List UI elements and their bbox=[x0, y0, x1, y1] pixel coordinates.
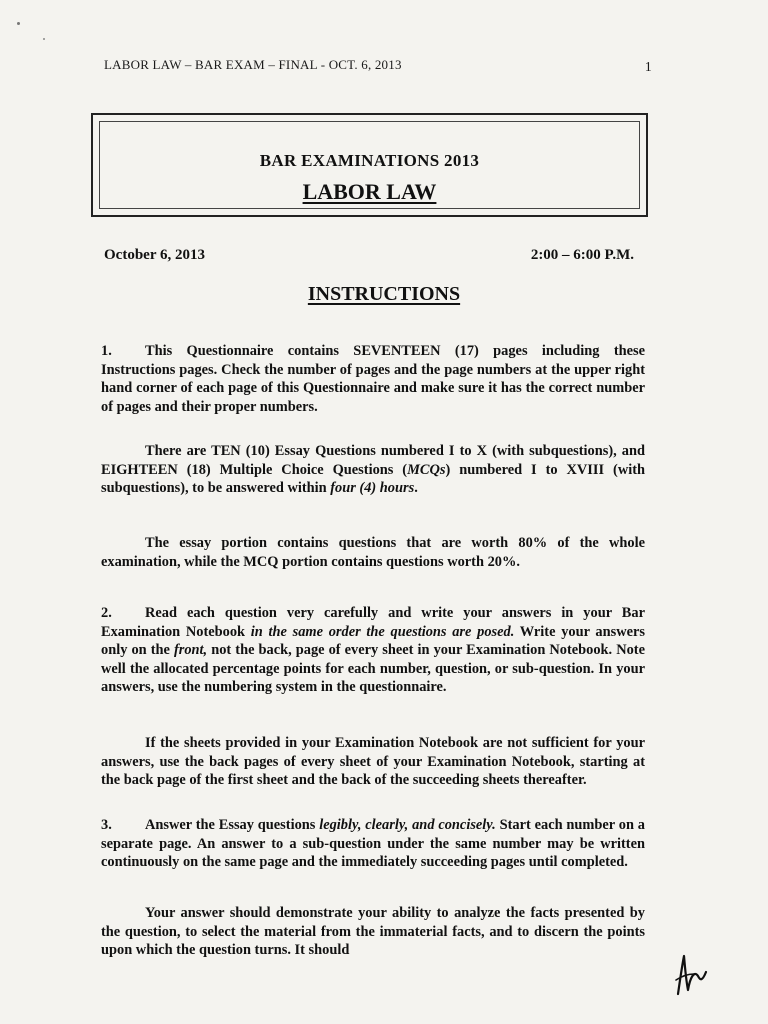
instructions-heading-text: INSTRUCTIONS bbox=[307, 283, 461, 305]
subject-title-text: LABOR LAW bbox=[302, 179, 437, 204]
paragraph-italic-text: legibly, clearly, and concisely. bbox=[319, 817, 496, 833]
instruction-paragraph-extra-sheets bbox=[101, 734, 645, 790]
subject-title bbox=[93, 179, 646, 205]
exam-title: BAR EXAMINATIONS 2013 bbox=[259, 151, 480, 170]
instruction-paragraph-weights bbox=[101, 534, 645, 571]
exam-time: 2:00 – 6:00 P.M. bbox=[530, 247, 634, 263]
paragraph-text: Read each question very carefully and write your answers in your Bar Examination Notebook bbox=[101, 605, 645, 640]
running-title: LABOR LAW – BAR EXAM – FINAL - OCT. 6, 2013 bbox=[104, 57, 402, 72]
paragraph-number: 1. bbox=[101, 343, 112, 359]
schedule-row bbox=[104, 247, 634, 264]
instructions-heading bbox=[0, 283, 768, 306]
paragraph-text: The essay portion contains questions that are worth 80% of the whole examination, while the MCQ portion contains questions worth 20%. bbox=[101, 535, 645, 570]
page-number: 1 bbox=[644, 60, 652, 75]
exam-date: October 6, 2013 bbox=[104, 247, 205, 263]
paragraph-text: not the back, page of every sheet in your Examination Notebook. Note well the allocated percentage points for each number, question, or sub-question. In your answers, use the numbering system in the questionnaire. bbox=[101, 642, 645, 696]
paragraph-text: Answer the Essay questions bbox=[145, 817, 320, 833]
instruction-paragraph-essay-count bbox=[101, 442, 645, 498]
paragraph-text: This Questionnaire contains SEVENTEEN (17) pages including these Instructions pages. Check the number of pages and the page numbers at the upper right hand corner of each page of this Questionnaire and make sure it has the correct number of pages and their proper numbers. bbox=[101, 343, 645, 415]
paragraph-italic-text: front, bbox=[173, 642, 208, 659]
handwritten-initials bbox=[672, 950, 712, 998]
paragraph-text: . bbox=[414, 480, 418, 497]
paragraph-text: ) numbered I to XVIII (with subquestions), to be answered within bbox=[101, 461, 645, 497]
instruction-paragraph-1 bbox=[101, 342, 645, 416]
scan-speck bbox=[17, 22, 20, 25]
paragraph-number: 3. bbox=[101, 817, 112, 833]
scan-speck bbox=[43, 38, 45, 40]
paragraph-text: Your answer should demonstrate your ability to analyze the facts presented by the question, to select the material from the immaterial facts, and to discern the points upon which the question turns. It should bbox=[101, 905, 645, 959]
paragraph-italic-text: MCQs bbox=[407, 461, 446, 478]
instruction-paragraph-3 bbox=[101, 816, 645, 872]
paragraph-text: There are TEN (10) Essay Questions numbered I to X (with subquestions), and EIGHTEEN (18) Multiple Choice Questions ( bbox=[101, 443, 645, 478]
paragraph-text: If the sheets provided in your Examination Notebook are not sufficient for your answers, use the back pages of every sheet of your Examination Notebook, starting at the back page of the first sheet and the back of the succeeding sheets thereafter. bbox=[101, 735, 645, 789]
paragraph-text: Start each number on a separate page. An answer to a sub-question under the same number may be written continuously on the same page and the immediately succeeding pages until completed. bbox=[101, 817, 645, 871]
paragraph-text: Write your answers only on the bbox=[101, 623, 645, 659]
running-header bbox=[104, 57, 652, 73]
paragraph-italic-text: four (4) hours bbox=[330, 480, 415, 497]
instruction-paragraph-2 bbox=[101, 604, 645, 697]
paragraph-italic-text: in the same order the questions are posed. bbox=[250, 623, 515, 640]
instruction-paragraph-analysis bbox=[101, 904, 645, 960]
title-box bbox=[91, 113, 648, 217]
paragraph-number: 2. bbox=[101, 605, 112, 621]
